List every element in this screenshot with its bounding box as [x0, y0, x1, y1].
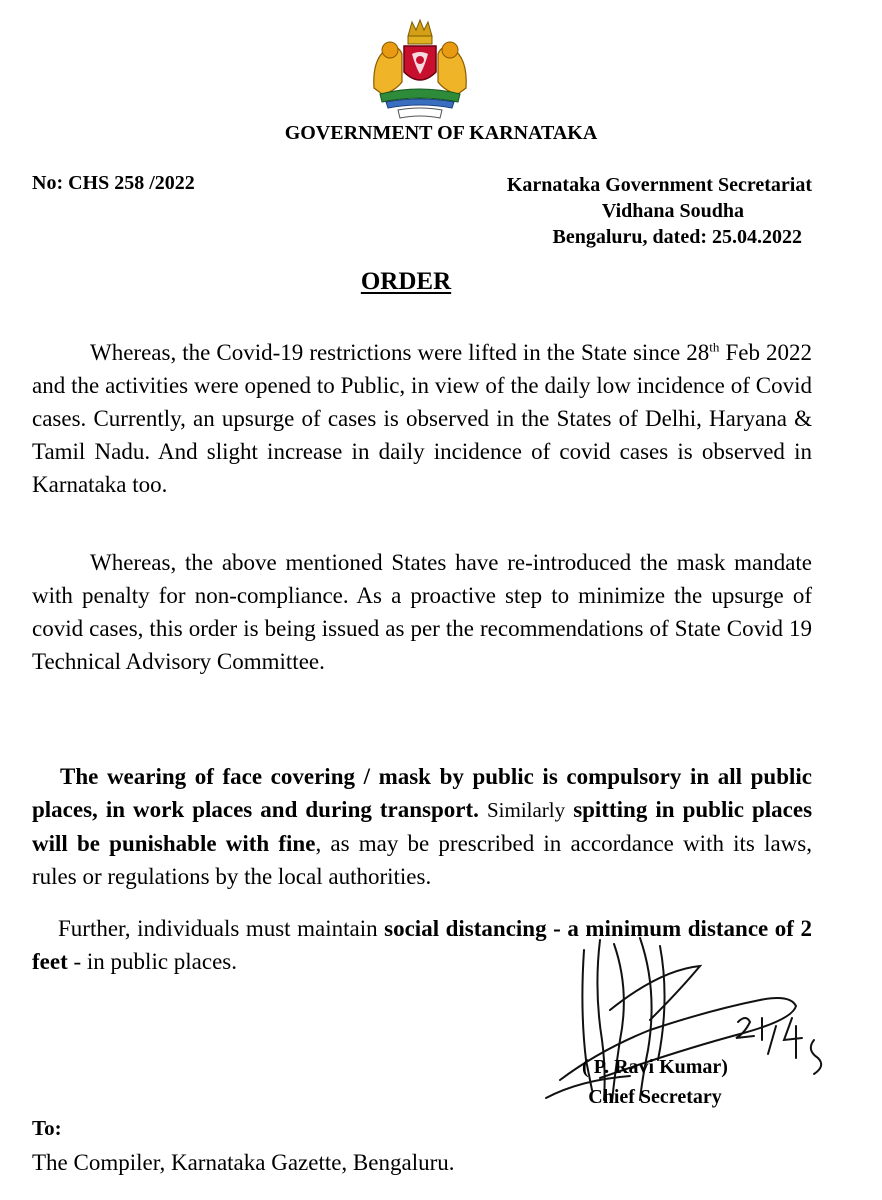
para3-bold-2: spitting in public places will be punishable with fine — [32, 797, 813, 856]
signatory-name: ( P. Ravi Kumar) — [582, 1056, 728, 1078]
recipient-line: The Compiler, Karnataka Gazette, Bengaluru. — [32, 1150, 455, 1175]
para3-bold-1: The wearing of face covering / mask by public is compulsory in all public places, in work places and during transport. — [32, 764, 812, 822]
para3-rest: , as may be prescribed in accordance with its laws, rules or regulations by the local authorities. — [32, 831, 812, 889]
signatory-block — [540, 1052, 770, 1112]
para4-text-a: Further, individuals must maintain — [58, 916, 385, 941]
address-line-3: Bengaluru, dated: 25.04.2022 — [552, 226, 802, 248]
paragraph-2 — [32, 546, 812, 678]
para1-text-b: Feb 2022 and the activities were opened to Public, in view of the daily low incidence of Covid cases. Currently, an upsurge of cases is observed in the States of Delhi, Haryana & Tamil Nadu. And slight increase in daily incidence of covid cases is observed in Karnataka too. — [32, 340, 813, 497]
karnataka-emblem-icon — [364, 18, 476, 122]
recipient-label: To: — [32, 1116, 62, 1140]
address-line-2: Vidhana Soudha — [601, 200, 744, 222]
para3-similarly: Similarly — [486, 798, 566, 822]
signatory-designation: Chief Secretary — [588, 1086, 722, 1108]
address-line-1: Karnataka Government Secretariat — [506, 174, 812, 196]
para4-text-b: - in public places. — [67, 949, 238, 974]
para2-text: Whereas, the above mentioned States have re-introduced the mask mandate with penalty for non-compliance. As a proactive step to minimize the upsurge of covid cases, this order is being issued as per the recommendations of State Covid 19 Technical Advisory Committee. — [32, 550, 812, 674]
issuing-address — [507, 172, 812, 250]
paragraph-3 — [32, 760, 812, 893]
order-title-text: ORDER — [360, 268, 452, 295]
para4-bold: social distancing - a minimum distance of 2 feet — [32, 916, 813, 974]
para1-text-a: Whereas, the Covid-19 restrictions were lifted in the State since 28 — [90, 340, 710, 365]
government-heading: GOVERNMENT OF KARNATAKA — [284, 122, 598, 144]
paragraph-1 — [32, 336, 812, 501]
reference-number: No: CHS 258 /2022 — [32, 172, 195, 194]
para1-superscript: th — [709, 339, 720, 355]
order-title — [0, 268, 812, 296]
